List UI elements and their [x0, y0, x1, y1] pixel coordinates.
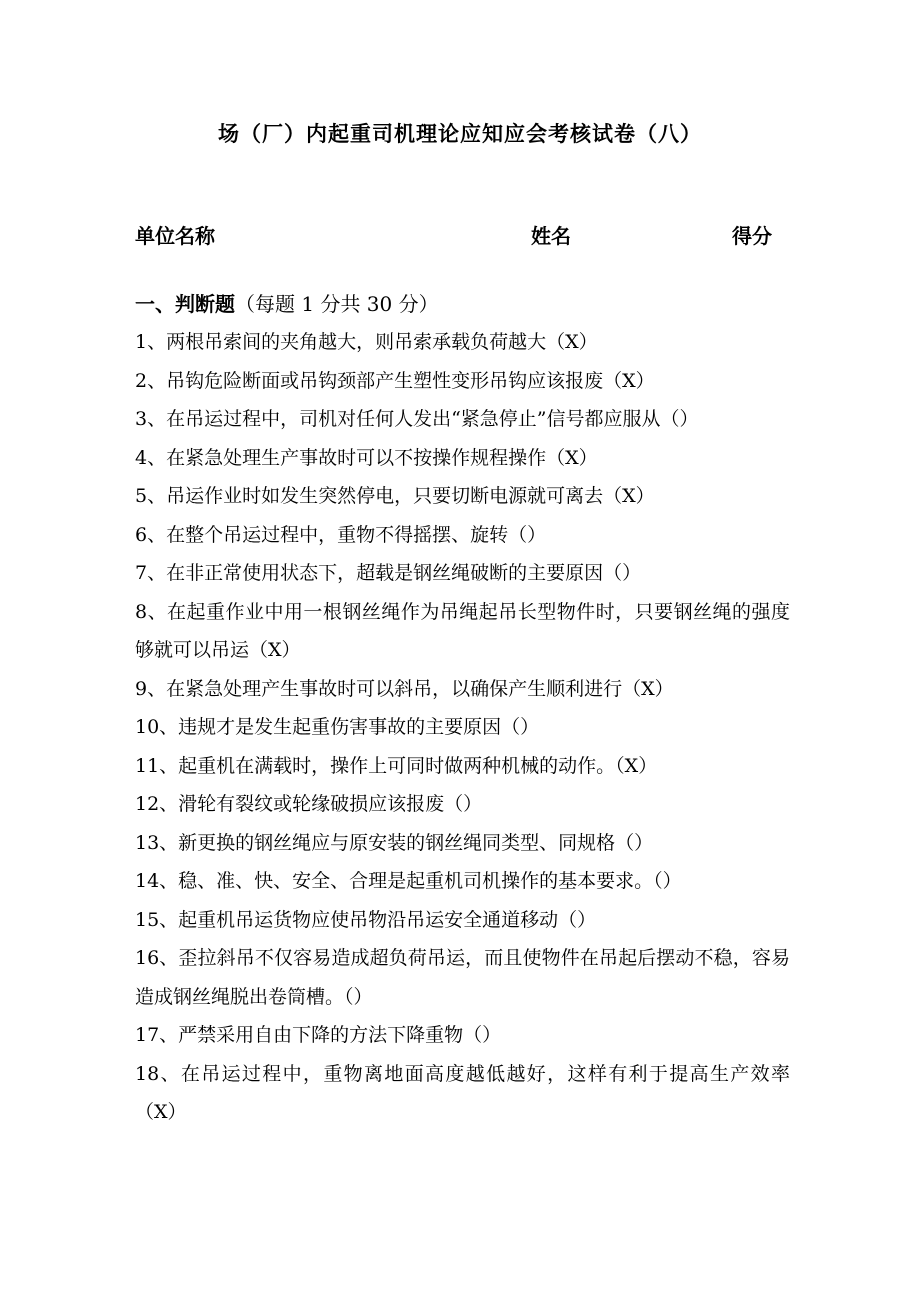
question-item: 17、严禁采用自由下降的方法下降重物（） — [135, 1024, 502, 1046]
question-item: 4、在紧急处理生产事故时可以不按操作规程操作（X） — [135, 446, 598, 469]
question-item: 3、在吊运过程中，司机对任何人发出“紧急停止”信号都应服从（） — [135, 408, 699, 430]
question-item: 7、在非正常使用状态下，超载是钢丝绳破断的主要原因（） — [135, 562, 642, 584]
question-list — [135, 323, 790, 1132]
page-title: 场（厂）内起重司机理论应知应会考核试卷（八） — [218, 121, 702, 146]
question-item: 11、起重机在满载时，操作上可同时做两种机械的动作。（X） — [135, 754, 658, 777]
section-note: （每题 1 分共 30 分） — [235, 292, 439, 316]
person-name-label: 姓名 — [531, 224, 571, 248]
question-item: 6、在整个吊运过程中，重物不得摇摆、旋转（） — [135, 523, 547, 546]
question-item: 14、稳、准、快、安全、合理是起重机司机操作的基本要求。（） — [135, 870, 682, 892]
question-item: 16、歪拉斜吊不仅容易造成超负荷吊运，而且使物件在吊起后摆动不稳，容易造成钢丝绳脱出卷筒槽。（） — [135, 947, 790, 1008]
question-item: 8、在起重作业中用一根钢丝绳作为吊绳起吊长型物件时，只要钢丝绳的强度够就可以吊运（X） — [135, 600, 790, 661]
unit-name-label: 单位名称 — [135, 224, 215, 248]
question-item: 18、在吊运过程中，重物离地面高度越低越好，这样有利于提高生产效率（X） — [135, 1062, 790, 1123]
section-heading — [135, 288, 439, 317]
question-item: 5、吊运作业时如发生突然停电，只要切断电源就可离去（X） — [135, 485, 655, 507]
question-item: 12、滑轮有裂纹或轮缘破损应该报废（） — [135, 793, 483, 815]
question-item: 9、在紧急处理产生事故时可以斜吊，以确保产生顺利进行（X） — [135, 677, 674, 700]
score-label: 得分 — [732, 224, 772, 248]
section-title: 一、判断题 — [135, 292, 235, 316]
question-item: 1、两根吊索间的夹角越大，则吊索承载负荷越大（X） — [135, 331, 598, 353]
question-item: 13、新更换的钢丝绳应与原安装的钢丝绳同类型、同规格（） — [135, 831, 654, 854]
question-item: 10、违规才是发生起重伤害事故的主要原因（） — [135, 716, 540, 738]
exam-info-row — [135, 220, 785, 250]
question-item: 2、吊钩危险断面或吊钩颈部产生塑性变形吊钩应该报废（X） — [135, 369, 655, 392]
question-item: 15、起重机吊运货物应使吊物沿吊运安全通道移动（） — [135, 908, 597, 931]
